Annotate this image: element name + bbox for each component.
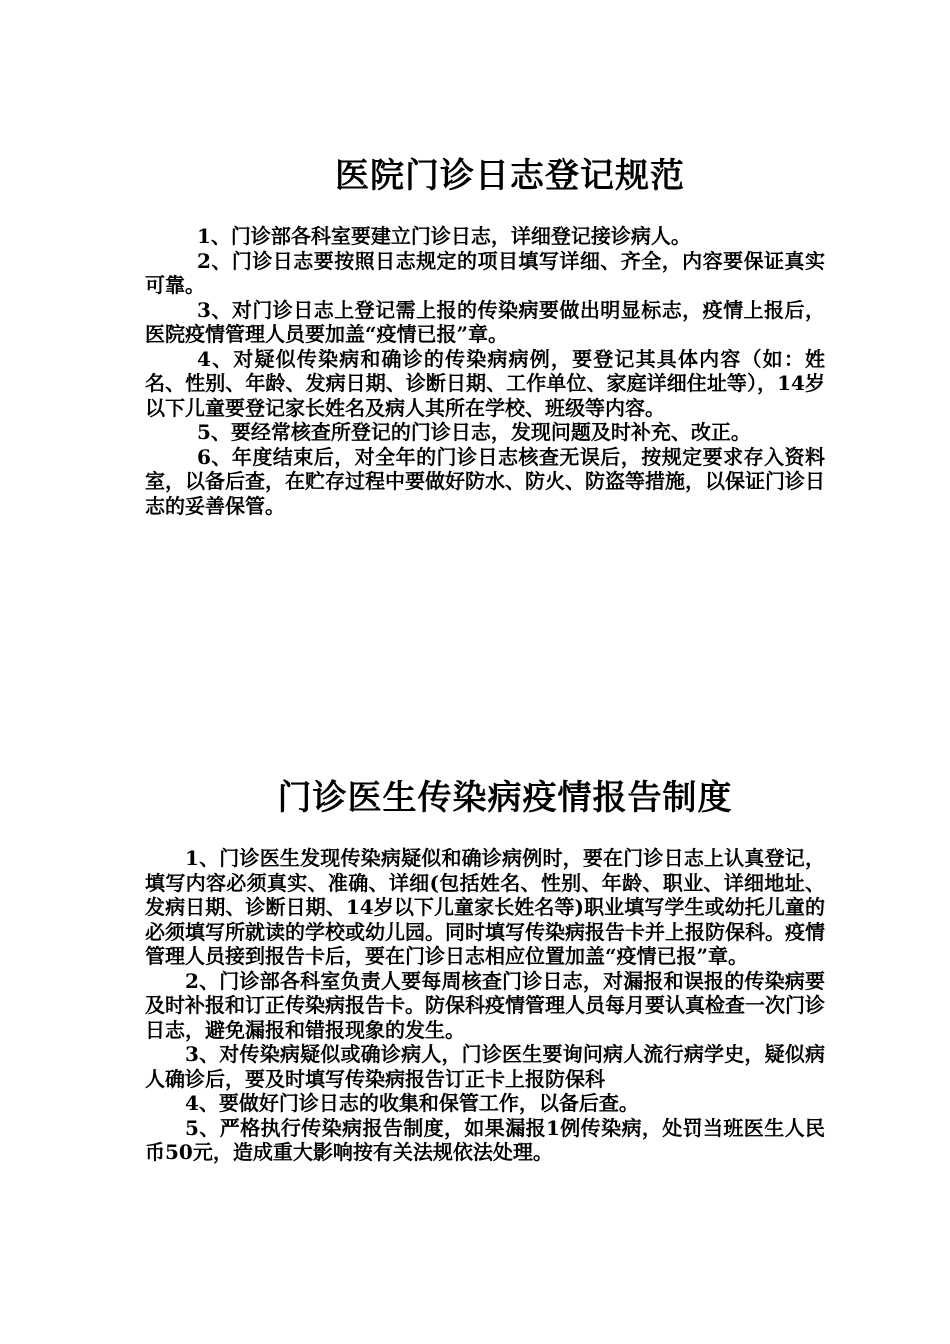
- section-epidemic-report-system: [145, 770, 825, 1165]
- paragraph: 4、对疑似传染病和确诊的传染病病例，要登记其具体内容（如：姓名、性别、年龄、发病日期、诊断日期、工作单位、家庭详细住址等），14岁以下儿童要登记家长姓名及病人其所在学校、班级等内容。: [145, 346, 825, 420]
- paragraph: 6、年度结束后，对全年的门诊日志核查无误后，按规定要求存入资料室，以备后查，在贮存过程中要做好防水、防火、防盗等措施，以保证门诊日志的妥善保管。: [145, 444, 825, 518]
- paragraph: 4、要做好门诊日志的收集和保管工作，以备后查。: [185, 1091, 639, 1115]
- paragraph: 5、严格执行传染病报告制度，如果漏报1例传染病，处罚当班医生人民币50元，造成重大影响按有关法规依法处理。: [145, 1115, 825, 1164]
- paragraph: 2、门诊日志要按照日志规定的项目填写详细、齐全，内容要保证真实可靠。: [145, 248, 825, 297]
- paragraph: 3、对门诊日志上登记需上报的传染病要做出明显标志，疫情上报后，医院疫情管理人员要加盖“疫情已报”章。: [145, 297, 825, 346]
- section-title: 门诊医生传染病疫情报告制度: [277, 778, 733, 818]
- paragraph: 3、对传染病疑似或确诊病人，门诊医生要询问病人流行病学史，疑似病人确诊后，要及时填写传染病报告订正卡上报防保科: [145, 1042, 825, 1091]
- paragraph: 2、门诊部各科室负责人要每周核查门诊日志，对漏报和误报的传染病要及时补报和订正传染病报告卡。防保科疫情管理人员每月要认真检查一次门诊日志，避免漏报和错报现象的发生。: [145, 968, 825, 1042]
- paragraph: 1、门诊部各科室要建立门诊日志，详细登记接诊病人。: [197, 224, 691, 248]
- paragraph: 1、门诊医生发现传染病疑似和确诊病例时，要在门诊日志上认真登记，填写内容必须真实、准确、详细(包括姓名、性别、年龄、职业、详细地址、发病日期、诊断日期、14岁以下儿童家长姓名等)职业填写学生或幼托儿童的必须填写所就读的学校或幼儿园。同时填写传染病报告卡并上报防保科。疫情管理人员接到报告卡后，要在门诊日志相应位置加盖“疫情已报”章。: [145, 846, 825, 968]
- paragraph: 5、要经常核查所登记的门诊日志，发现问题及时补充、改正。: [197, 420, 751, 444]
- section-registration-standard: [145, 148, 825, 518]
- section-title: 医院门诊日志登记规范: [335, 156, 685, 196]
